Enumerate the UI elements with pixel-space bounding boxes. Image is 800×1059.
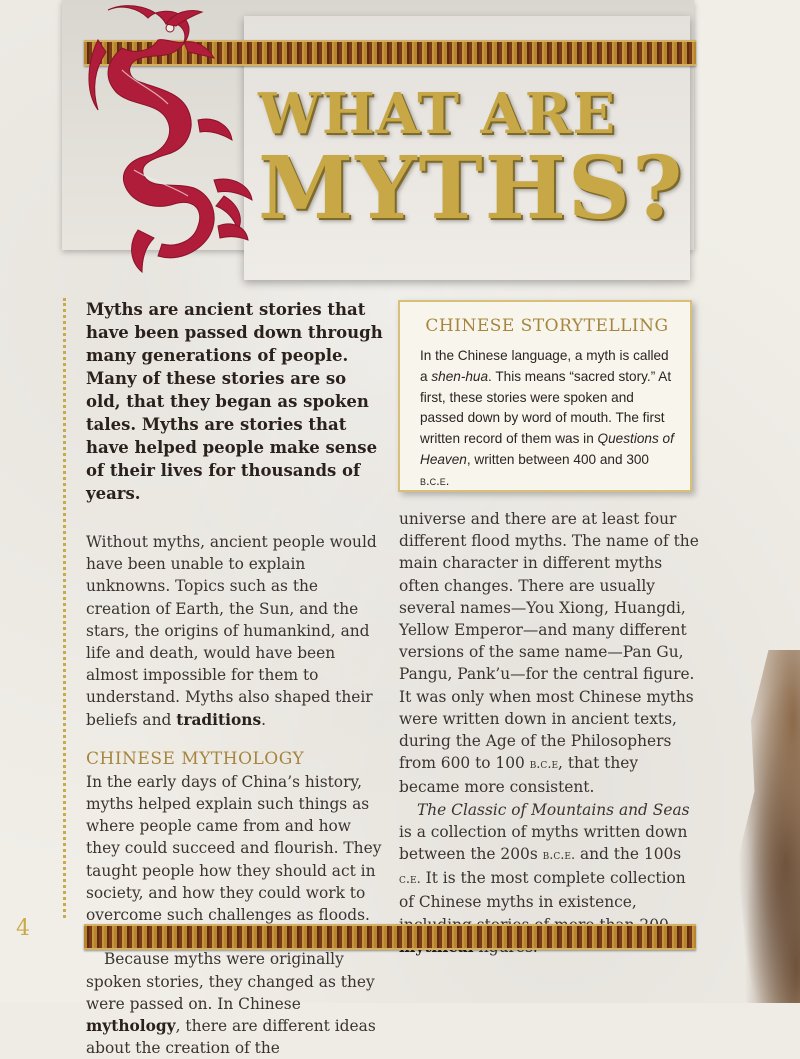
paragraph-early-days: In the early days of China’s history, myths helped explain such things as where people came from and how they could succeed and flourish. They taught people how they should act in society, and how they could work to overcome such challenges as floods.: [86, 772, 382, 925]
text-span: , there are different ideas about the creation of the: [86, 1017, 376, 1058]
text-span: Without myths, ancient people would have been unable to explain unknowns. Topics such as the creation of Earth, the Sun, and the stars, the origins of humankind, and life and death, would have been almost impossible for them to understand. Myths also shaped their beliefs and: [86, 533, 377, 729]
text-span: It is the most complete collection of Chinese myths in existence,: [399, 869, 686, 912]
sidebar-box-chinese-storytelling: [398, 300, 692, 492]
italic-term: shen-hua: [431, 368, 489, 384]
title-line-2: MYTHS?: [258, 138, 685, 239]
text-span: universe and there are at least four different flood myths. The name of the main character in different myths often changes. There are usually several names—You Xiong, Huangdi, Yellow Emperor—and many different versions of the same name—Pan Gu, Pangu, Pank’u—for the central figure. It was only when most Chinese myths were written down in ancient texts, during the Age of the Philosophers from 600 to 100: [399, 510, 699, 773]
italic-title: The Classic of Mountains and Seas: [417, 800, 690, 819]
dragon-illustration: [38, 0, 258, 280]
era-abbrev: c.e.: [399, 872, 421, 888]
keyword-mythology: mythology: [86, 1017, 176, 1036]
text-span: Because myths were originally spoken stories, they changed as they were passed on. In Chinese: [86, 950, 375, 1013]
page-number: 4: [16, 916, 30, 941]
page-title: [258, 81, 685, 239]
box-heading: CHINESE STORYTELLING: [425, 316, 669, 336]
title-line-1: WHAT ARE: [258, 81, 617, 147]
text-span: , that they became more consistent.: [399, 754, 639, 797]
text-span: . This means “sacred story.” At first, these stories were spoken and passed down by word of mouth. The first written record of them was in: [420, 368, 672, 447]
text-span: In the Chinese language, a myth is called a: [420, 348, 669, 384]
italic-title: Questions of Heaven: [420, 431, 674, 467]
era-abbrev: b.c.e.: [542, 848, 576, 864]
decorative-band-bottom: [84, 924, 696, 950]
right-column: [399, 508, 699, 958]
dotted-margin-rule: [63, 298, 66, 918]
text-span: is a collection of myths written down between the 200s: [399, 822, 688, 864]
box-text: [420, 346, 674, 492]
keyword-traditions: traditions: [176, 710, 262, 729]
intro-paragraph: Myths are ancient stories that have been passed down through many generations of people. Many of these stories are so old, that they began as spoken tales. Myths are stories that have helped people make sense of their lives for thousands of years.: [86, 300, 383, 503]
era-abbrev: b.c.e.: [420, 472, 450, 488]
era-abbrev: b.c.e: [529, 757, 559, 773]
section-heading-chinese-mythology: CHINESE MYTHOLOGY: [86, 748, 305, 769]
text-span: , written between 400 and 300: [466, 451, 649, 467]
paragraph-universe: [399, 508, 699, 799]
paragraph-spoken-stories: [86, 948, 384, 1059]
paragraph-unknowns: [86, 531, 384, 731]
text-span: .: [261, 710, 267, 729]
text-span: and the 100s: [575, 845, 682, 864]
